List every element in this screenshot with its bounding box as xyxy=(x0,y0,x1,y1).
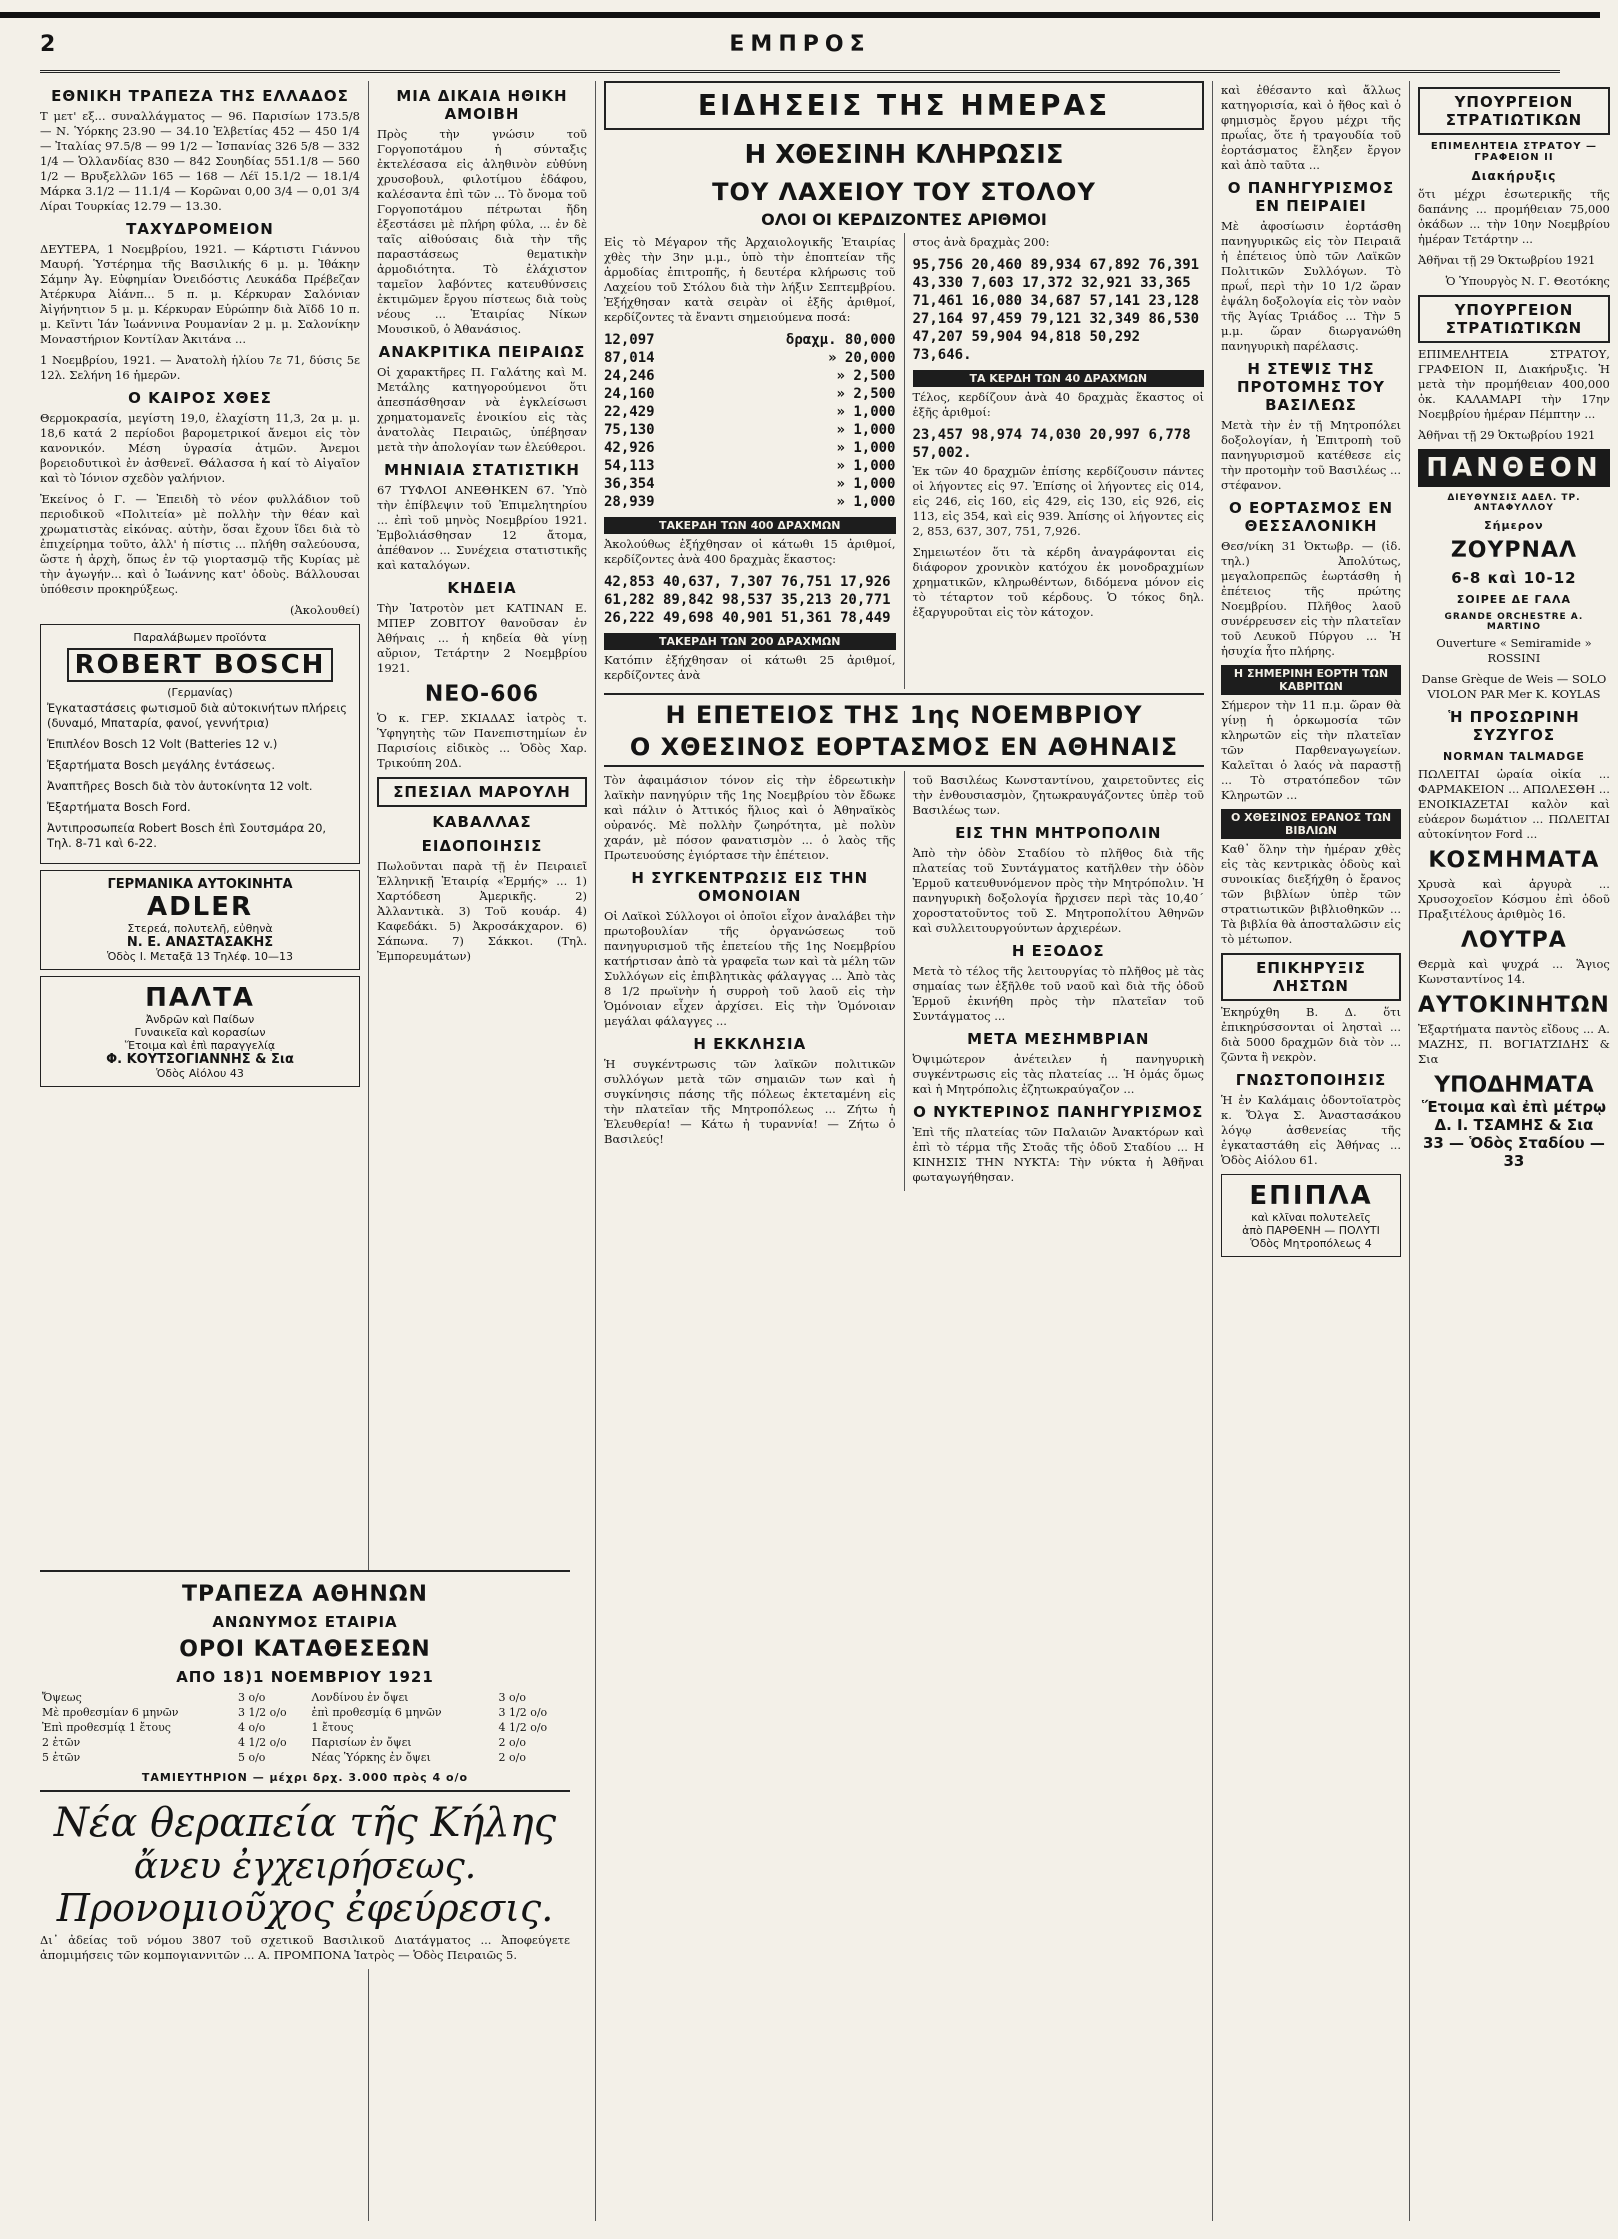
cell: 4 ο/ο xyxy=(237,1721,266,1734)
jewels-text: Χρυσὰ καὶ ἀργυρὰ ... Χρυσοχοεῖον Κόσμου ἐπὶ ὁδοῦ Πραξιτέλους ἀριθμὸς 16. xyxy=(1418,877,1610,921)
prize-amount: δραχμ. 80,000 xyxy=(785,332,896,348)
army-text: ὅτι μέχρι ἐσωτερικῆς τῆς δαπάνης ... προμήθειαν 75,000 ὀκάδων ... τὴν 10ην Νοεμβρίου ἡμέραν Τετάρτην ... xyxy=(1418,187,1610,246)
bust-text: Μετὰ τὴν ἐν τῇ Μητροπόλει δοξολογίαν, ἡ Ἐπιτροπὴ τοῦ πανηγυρισμοῦ κατέθεσε εἰς τὴν προτομὴν τοῦ Βασιλέως ... στέφανον. xyxy=(1221,418,1401,492)
bosch-line: Ἐπιπλέον Bosch 12 Volt (Batteries 12 v.) xyxy=(47,737,278,751)
bosch-line: Ἀναπτῆρες Bosch διὰ τὸν ἀυτοκίνητα 12 volt. xyxy=(47,779,313,793)
cell: Ὄψεως xyxy=(42,1691,82,1704)
bosch-country: (Γερμανίας) xyxy=(167,686,233,699)
t40-note: Σημειωτέον ὅτι τὰ κέρδη ἀναγράφονται εἰς διάφορον χρονικὸν κατόχου ἐκ μονοδραχμίων χρηματικῶν, κληρωθέντων, διδόμενα μόνον εἰς τὸ τέταρτον τοῦ κέρδους. Ὁ τόκος δηλ. ἐξαργυροῦται εἰς τὸν κάτοχον. xyxy=(912,545,1204,619)
lottery-columns xyxy=(604,233,1204,689)
t200-heading: ΤΑΚΕΡΔΗ ΤΩΝ 200 ΔΡΑΧΜΩΝ xyxy=(604,633,896,650)
prize-row xyxy=(604,331,896,349)
t200-cont: στος ἀνὰ δραχμὰς 200: xyxy=(912,235,1050,249)
lottery-col-a xyxy=(604,233,896,689)
hernia-text: Δι᾽ ἀδείας τοῦ νόμου 3807 τοῦ σχετικοῦ Βασιλικοῦ Διατάγματος ... Ἀποφεύγετε ἀπομιμήσεις τῶν κομπογιαννιτῶν ... Α. ΠΡΟΜΠΟΝΑ Ἰατρὸς — Ὁδὸς Πειραιῶς 5. xyxy=(40,1933,570,1963)
cell: 2 ο/ο xyxy=(498,1736,526,1749)
exodus-heading: Η ΕΞΟΔΟΣ xyxy=(1011,942,1105,960)
palta-line: Ἕτοιμα καὶ ἐπὶ παραγγελίᾳ xyxy=(124,1039,276,1052)
bank-athens-title: ΤΡΑΠΕΖΑ ΑΘΗΝΩΝ xyxy=(182,1582,428,1607)
cell: 5 ἐτῶν xyxy=(42,1751,81,1764)
church-text: Ἡ συγκέντρωσις τῶν λαϊκῶν πολιτικῶν συλλόγων μετὰ τῶν σημαιῶν των καὶ ἡ συγκίνησις πάσης τῆς πόλεως ἐκτεταμένη εἰς τὴν πλατεῖαν τῆς Μητροπόλεως ... Ζήτω ἡ Ἐλευθερία! — Κάτω ἡ τυραννία! — Ζήτω ὁ Βασιλεύς! xyxy=(604,1057,896,1146)
lottery-left xyxy=(604,136,1204,174)
lottery-intro: Εἰς τὸ Μέγαρον τῆς Ἀρχαιολογικῆς Ἑταιρίας χθὲς τὴν 3ην μ.μ., ὑπὸ τὴν ἐποπτείαν τῆς ἀρμοδίας ἐπιτροπῆς, ἡ δευτέρα κλήρωσις τοῦ Λαχείου τοῦ Στόλου διὰ τὴν λήξιν Σεπτεμβρίου. Ἐξήχθησαν κατὰ σειρὰν οἱ ἑξῆς ἀριθμοί, κερδίζοντες τὰ ἔναντι σημειούμενα ποσά: xyxy=(604,235,896,324)
thess-text: Θεσ/νίκη 31 Ὀκτωβρ. — (ἰδ. τηλ.) Ἀπολύτως, μεγαλοπρεπῶς ἑωρτάσθη ἡ ἐπέτειος τῆς πρώτης Νοεμβρίου. Πλῆθος λαοῦ συνέρρευσεν εἰς τὴν πλατεῖαν τοῦ Λευκοῦ Πύργου ... Ἡ ἡσυχία ἦτο πλήρης. xyxy=(1221,539,1401,658)
t200-text: Κατόπιν ἐξήχθησαν οἱ κάτωθι 25 ἀριθμοί, κερδίζοντες ἀνὰ xyxy=(604,653,896,682)
prize-amount: » 20,000 xyxy=(828,350,896,366)
anniversary-headline-2: Ο ΧΘΕΣΙΝΟΣ ΕΟΡΤΑΣΜΟΣ ΕΝ ΑΘΗΝΑΙΣ xyxy=(604,733,1204,767)
table-row xyxy=(40,1690,570,1705)
t40-more: Ἐκ τῶν 40 δραχμῶν ἐπίσης κερδίζουσιν πάντες οἱ λήγοντες εἰς 97. Ἐπίσης οἱ λήγοντες εἰς 014, εἰς 246, εἰς 160, εἰς 429, εἰς 130, εἰς 926, εἰς 113, εἰς 354, καὶ εἰς 939. Ἀπίσης οἱ λήγοντες εἰς 2, 853, 637, 307, 751, 7,926. xyxy=(912,464,1204,538)
cell: 3 1/2 ο/ο xyxy=(237,1706,287,1719)
cell: 2 ο/ο xyxy=(498,1751,526,1764)
cell: ἐπὶ προθεσμίᾳ 6 μηνῶν xyxy=(311,1706,442,1719)
baths-text: Θερμὰ καὶ ψυχρά ... Ἅγιος Κωνσταντίνος 14. xyxy=(1418,957,1610,986)
table-row xyxy=(40,1735,570,1750)
t40-text: Τέλος, κερδίζουν ἀνὰ 40 δραχμὰς ἕκαστος οἱ ἑξῆς ἀριθμοί: xyxy=(912,390,1204,419)
column-5 xyxy=(1221,81,1410,2221)
hernia-line-1: Νέα θεραπεία τῆς Κήλης xyxy=(53,1800,557,1846)
neo-heading: ΝΕΟ-606 xyxy=(424,682,540,707)
prize-amount: » 1,000 xyxy=(836,440,896,456)
prize-row xyxy=(604,439,896,457)
prize-row xyxy=(604,385,896,403)
prize-number: 24,246 xyxy=(604,368,655,384)
t400-heading: ΤΑΚΕΡΔΗ ΤΩΝ 400 ΔΡΑΧΜΩΝ xyxy=(604,517,896,534)
bosch-ad xyxy=(40,624,360,864)
essay-sign: (Ἀκολουθεί) xyxy=(290,603,360,617)
bank-terms-table xyxy=(40,1690,570,1765)
prize-number: 24,160 xyxy=(604,386,655,402)
cell: 4 1/2 ο/ο xyxy=(498,1721,548,1734)
stats-heading: ΜΗΝΙΑΙΑ ΣΤΑΤΙΣΤΙΚΗ xyxy=(384,461,580,479)
palta-line: Γυναικεῖα καὶ κορασίων xyxy=(134,1026,266,1039)
hernia-line-2: ἄνευ ἐγχειρήσεως. xyxy=(133,1846,477,1887)
prize-amount: » 2,500 xyxy=(836,386,896,402)
almanac-text: 1 Νοεμβρίου, 1921. — Ἀνατολὴ ἡλίου 7ε 71, δύσις 5ε 12λ. Σελήνη 16 ἡμερῶν. xyxy=(40,353,360,382)
palta-line: Ἀνδρῶν καὶ Παίδων xyxy=(145,1013,255,1026)
post-heading: ΤΑΧΥΔΡΟΜΕΙΟΝ xyxy=(126,220,274,238)
prize-number: 12,097 xyxy=(604,332,655,348)
shoes-ad xyxy=(1418,1073,1610,1170)
weather-heading: Ο ΚΑΙΡΟΣ ΧΘΕΣ xyxy=(128,389,272,407)
bosch-name: ROBERT BOSCH xyxy=(67,648,333,682)
palta-name: ΠΑΛΤΑ xyxy=(145,983,255,1013)
prize-row xyxy=(604,475,896,493)
t40-numbers: 23,457 98,974 74,030 20,997 6,778 57,002. xyxy=(912,427,1191,461)
bosch-line: Ἀντιπροσωπεία Robert Bosch ἐπὶ Σουτσμάρα 20, Τηλ. 8-71 καὶ 6-22. xyxy=(47,821,327,850)
lottery-headline-3: ΟΛΟΙ ΟΙ ΚΕΡΔΙΖΟΝΤΕΣ ΑΡΙΘΜΟΙ xyxy=(761,210,1047,229)
column-6 xyxy=(1418,81,1618,2221)
prize-row xyxy=(604,421,896,439)
adler-ad xyxy=(40,870,360,970)
bank-athens-head: ΟΡΟΙ ΚΑΤΑΘΕΣΕΩΝ xyxy=(179,1637,431,1662)
cars-heading: ΑΥΤΟΚΙΝΗΤΩΝ xyxy=(1418,993,1610,1018)
prize-row xyxy=(604,457,896,475)
furniture-title: ΕΠΙΠΛΑ xyxy=(1249,1181,1373,1211)
hernia-ad xyxy=(40,1790,570,1931)
furniture-line: Ὁδὸς Μητροπόλεως 4 xyxy=(1250,1237,1372,1250)
jewels-heading: ΚΟΣΜΗΜΑΤΑ xyxy=(1428,848,1600,873)
anniversary-col-a xyxy=(604,771,896,1191)
neo-text: Ὁ κ. ΓΕΡ. ΣΚΙΑΔΑΣ ἰατρὸς τ. Ὑφηγητὴς τῶν Πανεπιστημίων ἐν Παρισίοις εἰδικὸς ... Ὁδὸς Χαρ. Τρικούπη 20Δ. xyxy=(377,711,587,770)
metro-heading: ΕΙΣ ΤΗΝ ΜΗΤΡΟΠΟΛΙΝ xyxy=(955,824,1162,842)
notice-text: Πωλοῦνται παρὰ τῇ ἐν Πειραιεῖ Ἑλληνικῇ Ἑταιρίᾳ «Ἑρμής» ... 1) Χαρτόδεση Ἀμερικῆς. 2) Ἀλλαντικὰ. 3) Τοῦ κουάρ. 4) Καφεδάκι. 5) Ἀκροσάκχαρον. 6) Σάπωνα. 7) Σάκκοι. (Τηλ. Ἐμπορευμάτων) xyxy=(377,859,587,963)
pantheon-today: Σήμερον xyxy=(1484,519,1544,532)
rally-text: Οἱ Λαϊκοὶ Σύλλογοι οἱ ὁποῖοι εἶχον ἀναλάβει τὴν πρωτοβουλίαν τῆς ὀργανώσεως τοῦ πανηγυρισμοῦ τῆς ἐπετείου τῆς 1ης Νοεμβρίου κατήρτισαν ἀπὸ τὰ γραφεῖα των καὶ τὰ μέλη τῶν Συλλόγων εἰς ἐπιβλητικὰς φάλαγγας ... Ἀπὸ τὰς 8 1/2 πρωϊνὴν ἡ συρροὴ τοῦ λαοῦ εἰς τὴν Ὁμόνοιαν εἶχεν ἀρχίσει. Εἰς τὴν Ὁμόνοιαν μεγάλαι φάλαγγες ... xyxy=(604,909,896,1028)
paper-name: ΕΜΠΡΟΣ xyxy=(729,31,871,57)
bosch-intro: Παραλάβωμεν προϊόντα xyxy=(133,631,267,644)
prize-number: 87,014 xyxy=(604,350,655,366)
prize-amount: » 1,000 xyxy=(836,494,896,510)
savings-line: ΤΑΜΙΕΥΤΗΡΙΟΝ — μέχρι δρχ. 3.000 πρὸς 4 ο/ο xyxy=(141,1771,469,1784)
anniversary-headline: Η ΕΠΕΤΕΙΟΣ ΤΗΣ 1ης ΝΟΕΜΒΡΙΟΥ xyxy=(604,693,1204,729)
books-heading: Ο ΧΘΕΣΙΝΟΣ ΕΡΑΝΟΣ ΤΩΝ ΒΙΒΛΙΩΝ xyxy=(1221,809,1401,839)
bottom-left-block xyxy=(40,1570,570,1969)
prize-amount: » 1,000 xyxy=(836,422,896,438)
essay-text: Ἐκείνος ὁ Γ. — Ἐπειδὴ τὸ νέον φυλλάδιον τοῦ περιοδικοῦ «Πολιτεία» μὲ πολλὴν τὴν θέαν καὶ χρωματιστὰς εἰκόνας. αὐτὴν, ὅσαι ἔχουν ἴδει διὰ τὸ ἐπιχείρημα τοῦτο, ἀλλ' ἡ πίστις ... πλήθη σαλεύουσα, ὥστε ἡ ἀρχὴ, ὅπως ἐν τῷ γιορτασμῷ τῆς Κυρίας μὲ τὴν ἀγωγήν... καὶ ὁ Ἰωάννης κατ' ὁδοὺς. Βάλλουσαι ὑπόθεσιν προκηρύξεως. xyxy=(40,492,360,596)
prize-number: 54,113 xyxy=(604,458,655,474)
furniture-ad xyxy=(1221,1174,1401,1257)
gnosto-heading: ΓΝΩΣΤΟΠΟΙΗΣΙΣ xyxy=(1235,1071,1387,1089)
lottery-col-b xyxy=(904,233,1205,689)
army-sub: ΕΠΙΜΕΛΗΤΕΙΑ ΣΤΡΑΤΟΥ — ΓΡΑΦΕΙΟΝ ΙΙ xyxy=(1430,141,1598,163)
page-number: 2 xyxy=(40,31,56,57)
piraeus-fest-heading: Ο ΠΑΝΗΓΥΡΙΣΜΟΣ ΕΝ ΠΕΙΡΑΙΕΙ xyxy=(1227,179,1395,215)
cell: 1 ἔτους xyxy=(311,1721,354,1734)
shoes-title: ΥΠΟΔΗΜΑΤΑ xyxy=(1434,1073,1594,1098)
palta-ad xyxy=(40,976,360,1087)
t400-numbers: 42,853 40,637, 7,307 76,751 17,926 61,282 89,842 98,537 35,213 20,771 26,222 49,698 40,901 51,361 78,449 xyxy=(604,574,891,626)
post-text: ΔΕΥΤΕΡΑ, 1 Νοεμβρίου, 1921. — Κάρτιστι Γιάννου Μαυρή. Ὑστέρημα τῆς Βασιλικής 6 μ. μ. Ἰθάκην Σάμην Ἀγ. Εὐφημίαν Ὀνειδόστις Λευκάδα Πρέβεζαν Ἀτέρκυρα Ἀἰάνπ... 5 π. μ. Κέρκυραν Σαλόνιαν Ἀἰγήνητιον 5 μ. μ. Κέρκυραν Εὐρώπην διὰ Ἀϊδδ 10 π. μ. Κεῖντι Ἰάν Ἰωάννινα Ρουμανίαν 2 μ. μ. Σαλονίκην Μοναστήριον Κοντίλαν Ἀκιτάνα ... xyxy=(40,242,360,346)
cars-text: Ἐξαρτήματα παντὸς εἴδους ... Α. ΜΑΖΗΣ, Π. ΒΟΓΙΑΤΖΙΔΗΣ & Σια xyxy=(1418,1022,1610,1066)
prize-row xyxy=(604,403,896,421)
cell: 3 1/2 ο/ο xyxy=(498,1706,548,1719)
bandits-text: Ἐκηρύχθη Β. Δ. ὅτι ἐπικηρύσσονται οἱ λησταὶ ... διὰ 5000 δραχμῶν διὰ τὸν ... ζῶντα ἢ νεκρὸν. xyxy=(1221,1005,1401,1064)
adler-address: Ὁδὸς Ι. Μεταξᾶ 13 Τηλέφ. 10—13 xyxy=(106,950,294,963)
night-heading: Ο ΝΥΚΤΕΡΙΝΟΣ ΠΑΝΗΓΥΡΙΣΜΟΣ xyxy=(913,1103,1204,1121)
bust-heading: Η ΣΤΕΨΙΣ ΤΗΣ ΠΡΟΤΟΜΗΣ ΤΟΥ ΒΑΣΙΛΕΩΣ xyxy=(1236,360,1386,414)
prize-row xyxy=(604,349,896,367)
cell: 4 1/2 ο/ο xyxy=(237,1736,287,1749)
spec-sub: ΚΑΒΑΛΛΑΣ xyxy=(432,813,532,831)
mid-col-text: τοῦ Βασιλέως Κωνσταντίνου, χαιρετοῦντες εἰς τὴν ἐνθουσιασμὸν, ζητωκραυγάζοντες ὑπὲρ τοῦ Βασιλέως των. xyxy=(912,773,1204,817)
baths-heading: ΛΟΥΤΡΑ xyxy=(1461,928,1567,953)
exchange-rates: Τ μετ' εξ... συναλλάγματος — 96. Παρισίων 173.5/8 — Ν. Ὑόρκης 23.90 — 34.10 Ἑλβετίας 452 — 450 1/4 — Ἰταλίας 97.5/8 — 99 1/2 — Ἰσπανίας 326 5/8 — 332 1/4 — Ὁλλανδίας 830 — 842 Σουηδίας 551.1/8 — 560 1/2 — Βρυξελλῶν 165 — 168 — Λέϊ 15.1/2 — 18.1/4 Μάρκα 3.1/2 — 11.1/4 — Κορῶναι 0,00 3/4 — 0,01 3/4 Λίραι Τουρκίας 12.79 — 13.30. xyxy=(40,109,360,213)
pantheon-rossini: Ouverture « Semiramide » ROSSINI xyxy=(1436,636,1592,665)
prize-number: 28,939 xyxy=(604,494,655,510)
spec-heading: ΣΠΕΣΙΑΛ ΜΑΡΟΥΛΗ xyxy=(377,777,587,807)
army2-date: Ἀθῆναι τῇ 29 Ὀκτωβρίου 1921 xyxy=(1418,428,1596,442)
stats-text: 67 ΤΥΦΛΟΙ ΑΝΕΘΗΚΕΝ 67. Ὑπὸ τὴν ἐπίβλεψιν τοῦ Ἐπιμελητηρίου ... ἐπὶ τοῦ μηνὸς Νοεμβρίου 1921. Ἐμβολιάσθησαν 12 ἄτομα, ἀπέθανον ... Συνέχεια στατιστικῆς καὶ καταλόγων. xyxy=(377,483,587,572)
prize-number: 22,429 xyxy=(604,404,655,420)
continued-text: καὶ ἐθέσαντο καὶ ἄλλως κατηγορισία, καὶ ὁ ἥθος καὶ ὁ φημισμὸς ἔργου μέχρι τῆς πρωΐας, ὅτε ἡ τραγουδία τοῦ ἑορτάσματος ἔληξεν ἔργον καὶ ἀπὸ ταῦτα ... xyxy=(1221,83,1401,172)
palta-address: Ὁδὸς Αἰόλου 43 xyxy=(156,1067,244,1080)
prize-list xyxy=(604,331,896,511)
adler-top: ΓΕΡΜΑΝΙΚΑ ΑΥΤΟΚΙΝΗΤΑ xyxy=(107,877,293,892)
prize-number: 75,130 xyxy=(604,422,655,438)
cell: Ἐπὶ προθεσμίᾳ 1 ἔτους xyxy=(42,1721,171,1734)
cell: Λονδίνου ἐν ὄψει xyxy=(311,1691,409,1704)
army-head: Διακήρυξις xyxy=(1471,169,1557,183)
furniture-line: καὶ κλῖναι πολυτελεῖς xyxy=(1251,1211,1371,1224)
prize-amount: » 1,000 xyxy=(836,404,896,420)
afternoon-text: Ὀψιμώτερον ἀνέτειλεν ἡ πανηγυρικὴ συγκέντρωσις εἰς τὰς πλατείας ... Ἡ ὁμάς ὅμως καὶ ἡ Μητρόπολις ἐζητωκραύγαζον ... xyxy=(912,1052,1204,1096)
shoes-shop: Δ. Ι. ΤΣΑΜΗΣ & Σια xyxy=(1434,1116,1594,1134)
prize-row xyxy=(604,367,896,385)
adler-sub: Στερεά, πολυτελῆ, εὐθηνὰ xyxy=(127,922,273,935)
notice-heading: ΕΙΔΟΠΟΙΗΣΙΣ xyxy=(421,837,543,855)
pantheon-orchestra: GRANDE ORCHESTRE A. MARTINO xyxy=(1444,612,1584,632)
thess-heading: Ο ΕΟΡΤΑΣΜΟΣ ΕΝ ΘΕΣΣΑΛΟΝΙΚΗ xyxy=(1229,499,1393,535)
anniversary-col-b xyxy=(904,771,1205,1191)
bank-athens-sub: ΑΝΩΝΥΜΟΣ ΕΤΑΙΡΙΑ xyxy=(212,1613,398,1631)
pantheon-star: NORMAN TALMADGE xyxy=(1443,750,1585,763)
shoes-address: 33 — Ὁδὸς Σταδίου — 33 xyxy=(1422,1134,1605,1170)
adler-agent: Ν. Ε. ΑΝΑΣΤΑΣΑΚΗΣ xyxy=(126,935,274,950)
anniversary-intro: Τὸν ἀφαιμάσιον τόνον εἰς τὴν ἑδρεωτικὴν λαϊκὴν πανηγύριν τῆς 1ης Νοεμβρίου τὸν ἔδωκε καὶ πάλιν ὁ Ἀττικός ἥλιος καὶ ὁ Ἀθηναϊκὸς οὐρανός. Μὲ πολλὴν ζωηρότητα, μὲ πολὺν χαράν, μὲ πόσον φανατισμὸν ... ὁ λαὸς τῆς Πρωτευούσης ἐγιόρτασε τὴν ἐπέτειον. xyxy=(604,773,896,862)
church-heading: Η ΕΚΚΛΗΣΙΑ xyxy=(693,1035,807,1053)
prize-row xyxy=(604,493,896,511)
pantheon-direction: ΔΙΕΥΘΥΝΣΙΣ ΑΔΕΛ. ΤΡ. ΑΝΤΑΦΥΛΛΟΥ xyxy=(1447,493,1581,513)
army-date: Ἀθῆναι τῇ 29 Ὀκτωβρίου 1921 xyxy=(1418,253,1596,267)
lottery-headline-2: ΤΟΥ ΛΑΧΕΙΟΥ ΤΟΥ ΣΤΟΛΟΥ xyxy=(712,178,1096,206)
t200-numbers: 95,756 20,460 89,934 67,892 76,391 43,330 7,603 17,372 32,921 33,365 71,461 16,080 34,687 57,141 23,128 27,164 97,459 79,121 32,349 86,530 47,207 59,904 94,818 50,292 73,646. xyxy=(912,257,1200,363)
pantheon-violin: Danse Grèque de Weis — SOLO VIOLON PAR Mer K. KOYLAS xyxy=(1421,672,1607,701)
prize-amount: » 1,000 xyxy=(836,476,896,492)
piraeus-text: Οἱ χαρακτῆρες Π. Γαλάτης καὶ Μ. Μετάλης κατηγορούμενοι ὅτι ἀπεσπάσθησαν νὰ ἐγκλείσωσι χρηματομανεῖς ἐνοικίου εἰς τὰς ἀνατολὰς Πειραιῶς, ὑπέβησαν μετὰ τὴν ἀπολογίαν των ἐλεύθεροι. xyxy=(377,365,587,454)
furniture-line: ἀπὸ ΠΑΡΘΕΝΗ — ΠΟΛΥΤΙ xyxy=(1242,1224,1380,1237)
hernia-line-3: Προνομιοῦχος ἐφεύρεσις. xyxy=(56,1886,554,1931)
exodus-text: Μετὰ τὸ τέλος τῆς λειτουργίας τὸ πλῆθος μὲ τὰς σημαίας των ἐξῆλθε τοῦ ναοῦ καὶ διὰ τῆς ὁδοῦ Ἑρμοῦ ἐκινήθη πρὸς τὴν πλατεῖαν τοῦ Συντάγματος ... xyxy=(912,964,1204,1023)
bandits-heading: ΕΠΙΚΗΡΥΞΙΣ ΛΗΣΤΩΝ xyxy=(1221,953,1401,1001)
weather-text: Θερμοκρασία, μεγίστη 19,0, ἐλαχίστη 11,3, 2α μ. μ. 18,6 κατά 2 περίοδοι βαρομετρικοί ἄνεμοι εἰς τὸν κανονικόν. Μέση ὑγρασία ἀτμῶν. Ἀνεμοι βορειοδυτικοὶ ἐν ἀσθενεῖ. Θάλασσα ἡ καί τὸ Αἰγαῖον καὶ τὸ Ἰόνιον σχεδὸν γαλήνιον. xyxy=(40,411,360,485)
bosch-line: Ἐξαρτήματα Bosch Ford. xyxy=(47,800,191,814)
funeral-heading: ΚΗΔΕΙΑ xyxy=(447,579,517,597)
bosch-line: Ἐξαρτήματα Bosch μεγάλης ἐντάσεως. xyxy=(47,758,276,772)
gnosto-text: Ἡ ἐν Καλάμαις ὁδοντοϊατρὸς κ. Ὄλγα Σ. Ἀναστασάκου λόγῳ ἀσθενείας τῆς ἐγκαταστάθη εἰς Ἀθήνας ... Ὁδὸς Αἰόλου 61. xyxy=(1221,1093,1401,1167)
lottery-headline: Η ΧΘΕΣΙΝΗ ΚΛΗΡΩΣΙΣ xyxy=(744,140,1064,170)
adler-name: ADLER xyxy=(146,892,254,922)
army-sign: Ὁ Ὑπουργὸς Ν. Γ. Θεοτόκης xyxy=(1445,274,1610,288)
table-row xyxy=(40,1750,570,1765)
ethic-text: Πρὸς τὴν γνώσιν τοῦ Γοργοποτάμου ἡ σύνταξις ἐκτελέσασα εἰς ἀληθινὸν εὐθύνη χρυσοβουλ, φιλοτίμου ἐδάφου, καλέσαντα ἐπὶ τῶν ... Τὸ ὄνομα τοῦ Γοργοποτάμου πέτρωται ἤδη ἐξεστάσει μὲ πλήρη φύλα, ... ἐν δὲ ταῖς αἰθούσαις διὰ τὴν τῆς παραστάσεως θεματικὴν ἀρμοδιότητα. Τὸ ἐλάχιστον ταμεῖον λαβόντες κατευθύνσεις ἐκτιμῶμεν ἔργου πίστεως διὰ τοὺς νέους ... Ἑταιρίας Νίκων Μουσικοῦ, ὁ Ἀθανάσιος. xyxy=(377,127,587,336)
news-banner: ΕΙΔΗΣΕΙΣ ΤΗΣ ΗΜΕΡΑΣ xyxy=(604,81,1204,130)
news-area xyxy=(604,81,1213,2221)
pantheon-event: ΖΟΥΡΝΑΛ xyxy=(1450,538,1578,563)
classifieds: ΠΩΛΕΙΤΑΙ ὡραία οἰκία ... ΦΑΡΜΑΚΕΙΟΝ ... ΑΠΩΛΕΣΘΗ ... ΕΝΟΙΚΙΑΖΕΤΑΙ καλὸν καὶ εὐάερον δωμάτιον ... ΠΩΛΕΙΤΑΙ αὐτοκίνητον Ford ... xyxy=(1418,767,1610,841)
funeral-text: Τὴν Ἰατροτὸν μετ ΚΑΤΙΝΑΝ Ε. ΜΠΕΡ ΖΟΒΙΤΟΥ θανοῦσαν ἐν Ἀθήναις ... ἡ κηδεία θὰ γίνῃ αὔριον, Τετάρτην 2 Νοεμβρίου 1921. xyxy=(377,601,587,675)
lottery-block xyxy=(604,136,1204,174)
ethic-heading: ΜΙΑ ΔΙΚΑΙΑ ΗΘΙΚΗ ΑΜΟΙΒΗ xyxy=(396,87,568,123)
bank-heading: ΕΘΝΙΚΗ ΤΡΑΠΕΖΑ ΤΗΣ ΕΛΛΑΔΟΣ xyxy=(51,87,349,105)
cell: Μὲ προθεσμίαν 6 μηνῶν xyxy=(42,1706,179,1719)
cell: 3 ο/ο xyxy=(237,1691,266,1704)
t40-heading: ΤΑ ΚΕΡΔΗ ΤΩΝ 40 ΔΡΑΧΜΩΝ xyxy=(913,370,1205,387)
army2-heading: ΥΠΟΥΡΓΕΙΟΝ ΣΤΡΑΤΙΩΤΙΚΩΝ xyxy=(1418,295,1610,343)
cell: 3 ο/ο xyxy=(498,1691,526,1704)
pantheon-time: 6-8 καὶ 10-12 xyxy=(1451,569,1577,587)
bank-athens-date: ΑΠΟ 18)1 ΝΟΕΜΒΡΙΟΥ 1921 xyxy=(176,1668,434,1686)
cell: 2 ἐτῶν xyxy=(42,1736,81,1749)
prize-amount: » 2,500 xyxy=(836,368,896,384)
pantheon-film: Ἡ ΠΡΟΣΩΡΙΝΗ ΣΥΖΥΓΟΣ xyxy=(1448,708,1580,744)
army-heading: ΥΠΟΥΡΓΕΙΟΝ ΣΤΡΑΤΙΩΤΙΚΩΝ xyxy=(1418,87,1610,135)
prize-number: 36,354 xyxy=(604,476,655,492)
prize-number: 42,926 xyxy=(604,440,655,456)
masthead xyxy=(40,18,1560,73)
night-text: Ἐπὶ τῆς πλατείας τῶν Παλαιῶν Ἀνακτόρων καὶ ἐπὶ τὸ τέρμα τῆς Στοᾶς τῆς ὁδοῦ Σταδίου ... Η ΚΙΝΗΣΙΣ ΤΗΝ ΝΥΚΤΑ: Τὴν νύκτα ἡ Ἀθῆναι φωταγωγήθησαν. xyxy=(912,1125,1204,1184)
table-row xyxy=(40,1720,570,1735)
bosch-line: Ἐγκαταστάσεις φωτισμοῦ διὰ αὐτοκινήτων πλήρεις (δυναμό, Μπαταρία, φανοί, γεννήτρια) xyxy=(47,701,347,730)
table-row xyxy=(40,1705,570,1720)
pantheon-gala: ΣΟΙΡΕΕ ΔΕ ΓΑΛΑ xyxy=(1456,593,1572,606)
palta-shop: Φ. ΚΟΥΤΣΟΓΙΑΝΝΗΣ & Σια xyxy=(106,1052,294,1067)
conscripts-heading: Η ΣΗΜΕΡΙΝΗ ΕΟΡΤΗ ΤΩΝ ΚΑΒΡΙΤΩΝ xyxy=(1221,665,1401,695)
books-text: Καθ᾽ ὅλην τὴν ἡμέραν χθὲς εἰς τὰς κεντρικὰς ὁδοὺς καὶ συνοικίας διεξήχθη ὁ ἔρανος τῶν βιβλίων ὑπὲρ τῶν στρατιωτικῶν βιβλιοθηκῶν ... Τὰ βιβλία θὰ ἀποσταλῶσιν εἰς τὸ μέτωπον. xyxy=(1221,842,1401,946)
prize-amount: » 1,000 xyxy=(836,458,896,474)
anniversary-columns xyxy=(604,771,1204,1191)
rally-heading: Η ΣΥΓΚΕΝΤΡΩΣΙΣ ΕΙΣ ΤΗΝ ΟΜΟΝΟΙΑΝ xyxy=(631,869,869,905)
metro-text: Ἀπὸ τὴν ὁδὸν Σταδίου τὸ πλῆθος διὰ τῆς πλατείας τοῦ Συντάγματος κατῆλθεν τὴν ὁδὸν Ἑρμοῦ κατευθυνόμενον πρὸς τὴν Μητρόπολιν. Ἡ πανηγυρικὴ δοξολογία ἤρχισεν περὶ τὰς 10,40΄ χοροστατοῦντος τοῦ Σ. Μητροπολίτου Ἀθηνῶν καὶ συλλειτουργούντων ἀρχιερέων. xyxy=(912,846,1204,935)
piraeus-fest-text: Μὲ ἀφοσίωσιν ἐορτάσθη πανηγυρικῶς εἰς τὸν Πειραιᾶ ἡ ἐπέτειος ὑπὸ τῶν Λαϊκῶν Πολιτικῶν Συλλόγων. Τὸ πρωΐ, περὶ τὴν 10 1/2 ὥραν ἐψάλη δοξολογία εἰς τὸν ναὸν τῆς Ἁγίας Τριάδος ... Τὴν 5 μ.μ. ὥραν διωργανώθη πανηγυρικὴ παρέλασις. xyxy=(1221,219,1401,353)
army2-text: ΕΠΙΜΕΛΗΤΕΙΑ ΣΤΡΑΤΟΥ, ΓΡΑΦΕΙΟΝ ΙΙ, Διακήρυξις. Ἡ μετὰ τὴν προμήθειαν 400,000 ὀκ. ΚΑΛΑΜΑΡΙ τὴν 17ην Νοεμβρίου ἡμέραν Πέμπτην ... xyxy=(1418,347,1610,421)
pantheon-banner: ΠΑΝΘΕΟΝ xyxy=(1418,449,1610,487)
piraeus-heading: ΑΝΑΚΡΙΤΙΚΑ ΠΕΙΡΑΙΩΣ xyxy=(378,343,586,361)
t400-text: Ἀκολούθως ἐξήχθησαν οἱ κάτωθι 15 ἀριθμοί, κερδίζοντες ἀνὰ 400 δραχμὰς ἕκαστος: xyxy=(604,537,896,566)
cell: Νέας Ὑόρκης ἐν ὄψει xyxy=(311,1751,431,1764)
cell: 5 ο/ο xyxy=(237,1751,266,1764)
conscripts-text: Σήμερον τὴν 11 π.μ. ὥραν θὰ γίνῃ ἡ ὁρκωμοσία τῶν κληρωτῶν εἰς τὴν πλατεῖαν τῶν Παρθεναγωγείων. Καλεῖται ὁ λαός νὰ παραστῇ ... Τὸ στρατόπεδον τῶν Κληρωτῶν ... xyxy=(1221,698,1401,802)
afternoon-heading: ΜΕΤΑ ΜΕΣΗΜΒΡΙΑΝ xyxy=(967,1030,1150,1048)
shoes-sub: Ἕτοιμα καὶ ἐπὶ μέτρῳ xyxy=(1421,1098,1606,1116)
cell: Παρισίων ἐν ὄψει xyxy=(311,1736,412,1749)
